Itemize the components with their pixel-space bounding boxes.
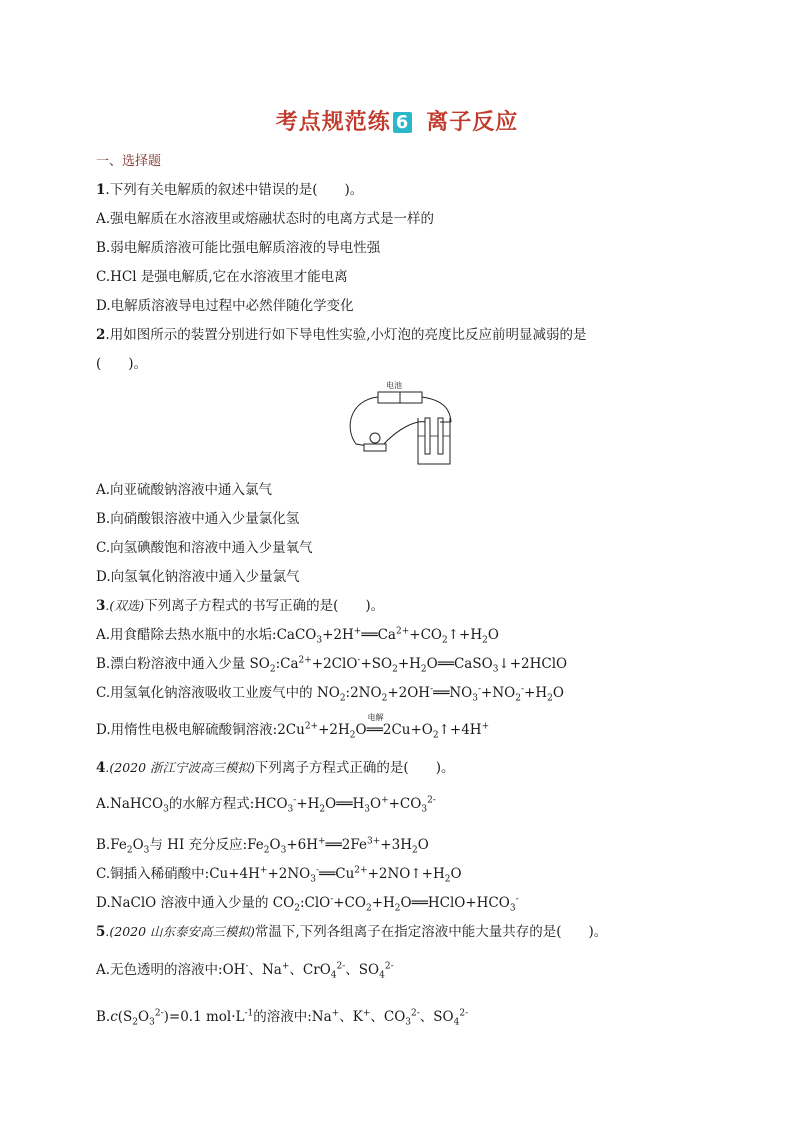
section-heading: 一、选择题 [96,154,162,169]
question-4-stem: 4.(2020 浙江宁波高三模拟)下列离子方程式正确的是( )。 [96,760,455,776]
question-2-option-d: D.向氢氧化钠溶液中通入少量氯气 [96,569,300,585]
question-1-option-c: C.HCl 是强电解质,它在水溶液里才能电离 [96,269,348,285]
question-2-option-b: B.向硝酸银溶液中通入少量氯化氢 [96,511,300,527]
question-5-option-b: $B.c(S_2O_3^{2-})=0.1$ $mol\cdot L^{-1}$的溶液中:Na+、K+、$CO_3^{2-}$、$SO_4^{2-}$ [96,1008,469,1028]
electrolysis-condition-label: 电解 [367,713,384,722]
question-5-stem: 5.(2020 山东泰安高三模拟)常温下,下列各组离子在指定溶液中能大量共存的是( )。 [96,924,608,940]
question-2-option-c: C.向氢碘酸饱和溶液中通入少量氧气 [96,540,313,556]
question-2-stem-continued: ( )。 [96,356,148,372]
question-3-stem: 3.(双选)下列离子方程式的书写正确的是( )。 [96,598,385,614]
question-1-option-b: B.弱电解质溶液可能比强电解质溶液的导电性强 [96,240,381,256]
question-4-option-c: C.铜插入稀硝酸中$:Cu+4H^++2NO_3^-══Cu^{2+}+2NO↑+H_2O$ [96,865,462,885]
question-3-option-b: B.漂白粉溶液中通入少量 $SO_2:Ca^{2+}+2ClO^-+SO_2+H_2O══CaSO_3↓+2HClO$ [96,655,568,675]
question-4-option-a: A.NaHCO$_3$的水解方程式$:HCO_3^-+H_2O══H_3O^++CO_3^{2-}$ [96,795,436,815]
question-2-stem: 2.用如图所示的装置分别进行如下导电性实验,小灯泡的亮度比反应前明显减弱的是 [96,327,587,343]
question-1-option-a: A.强电解质在水溶液里或熔融状态时的电离方式是一样的 [96,211,435,227]
question-3-option-a: A.用食醋除去热水瓶中的水垢$:CaCO_3+2H^+══Ca^{2+}+CO_2↑+H_2O$ [96,626,499,646]
beaker-icon [418,418,450,464]
electrode-icon [425,418,430,454]
electrode-icon [438,418,443,454]
question-3-option-c: C.用氢氧化钠溶液吸收工业废气中的 $NO_2:2NO_2+2OH^-══NO_3^-+NO_2^-+H_2O$ [96,684,564,704]
battery-cell-icon [378,392,400,403]
question-2-option-a: A.向亚硫酸钠溶液中通入氯气 [96,482,273,498]
light-bulb-icon [370,433,380,443]
question-1-option-d: D.电解质溶液导电过程中必然伴随化学变化 [96,298,354,314]
question-1-stem: 1.下列有关电解质的叙述中错误的是( )。 [96,182,364,198]
page-title: 考点规范练 6 离子反应 [275,110,519,135]
question-4-option-b: $B.Fe_2O_3$与 HI 充分反应$:Fe_2O_3+6H^+══2Fe^{3+}+3H_2O$ [96,836,429,856]
wire-lamp [382,422,426,446]
battery-label: 电池 [386,381,402,390]
exercise-number-badge: 6 [393,112,413,133]
question-5-option-a: A.无色透明的溶液中:OH-、Na+、CrO$_4^{2-}$、$SO_4^{2-}$ [96,961,394,981]
question-4-option-d: D.NaClO 溶液中通入少量的 $CO_2:ClO^-+CO_2+H_2O══HClO+HCO_3^-$ [96,894,519,914]
lamp-base-icon [364,444,386,451]
conductivity-apparatus-diagram [338,378,460,468]
question-3-option-d: D.用惰性电极电解硫酸铜溶液$:2Cu^{2+}+2H_2O$ 电解 $══2Cu+O_2↑+4H^+$ [96,713,490,741]
battery-cell-icon [400,392,422,403]
